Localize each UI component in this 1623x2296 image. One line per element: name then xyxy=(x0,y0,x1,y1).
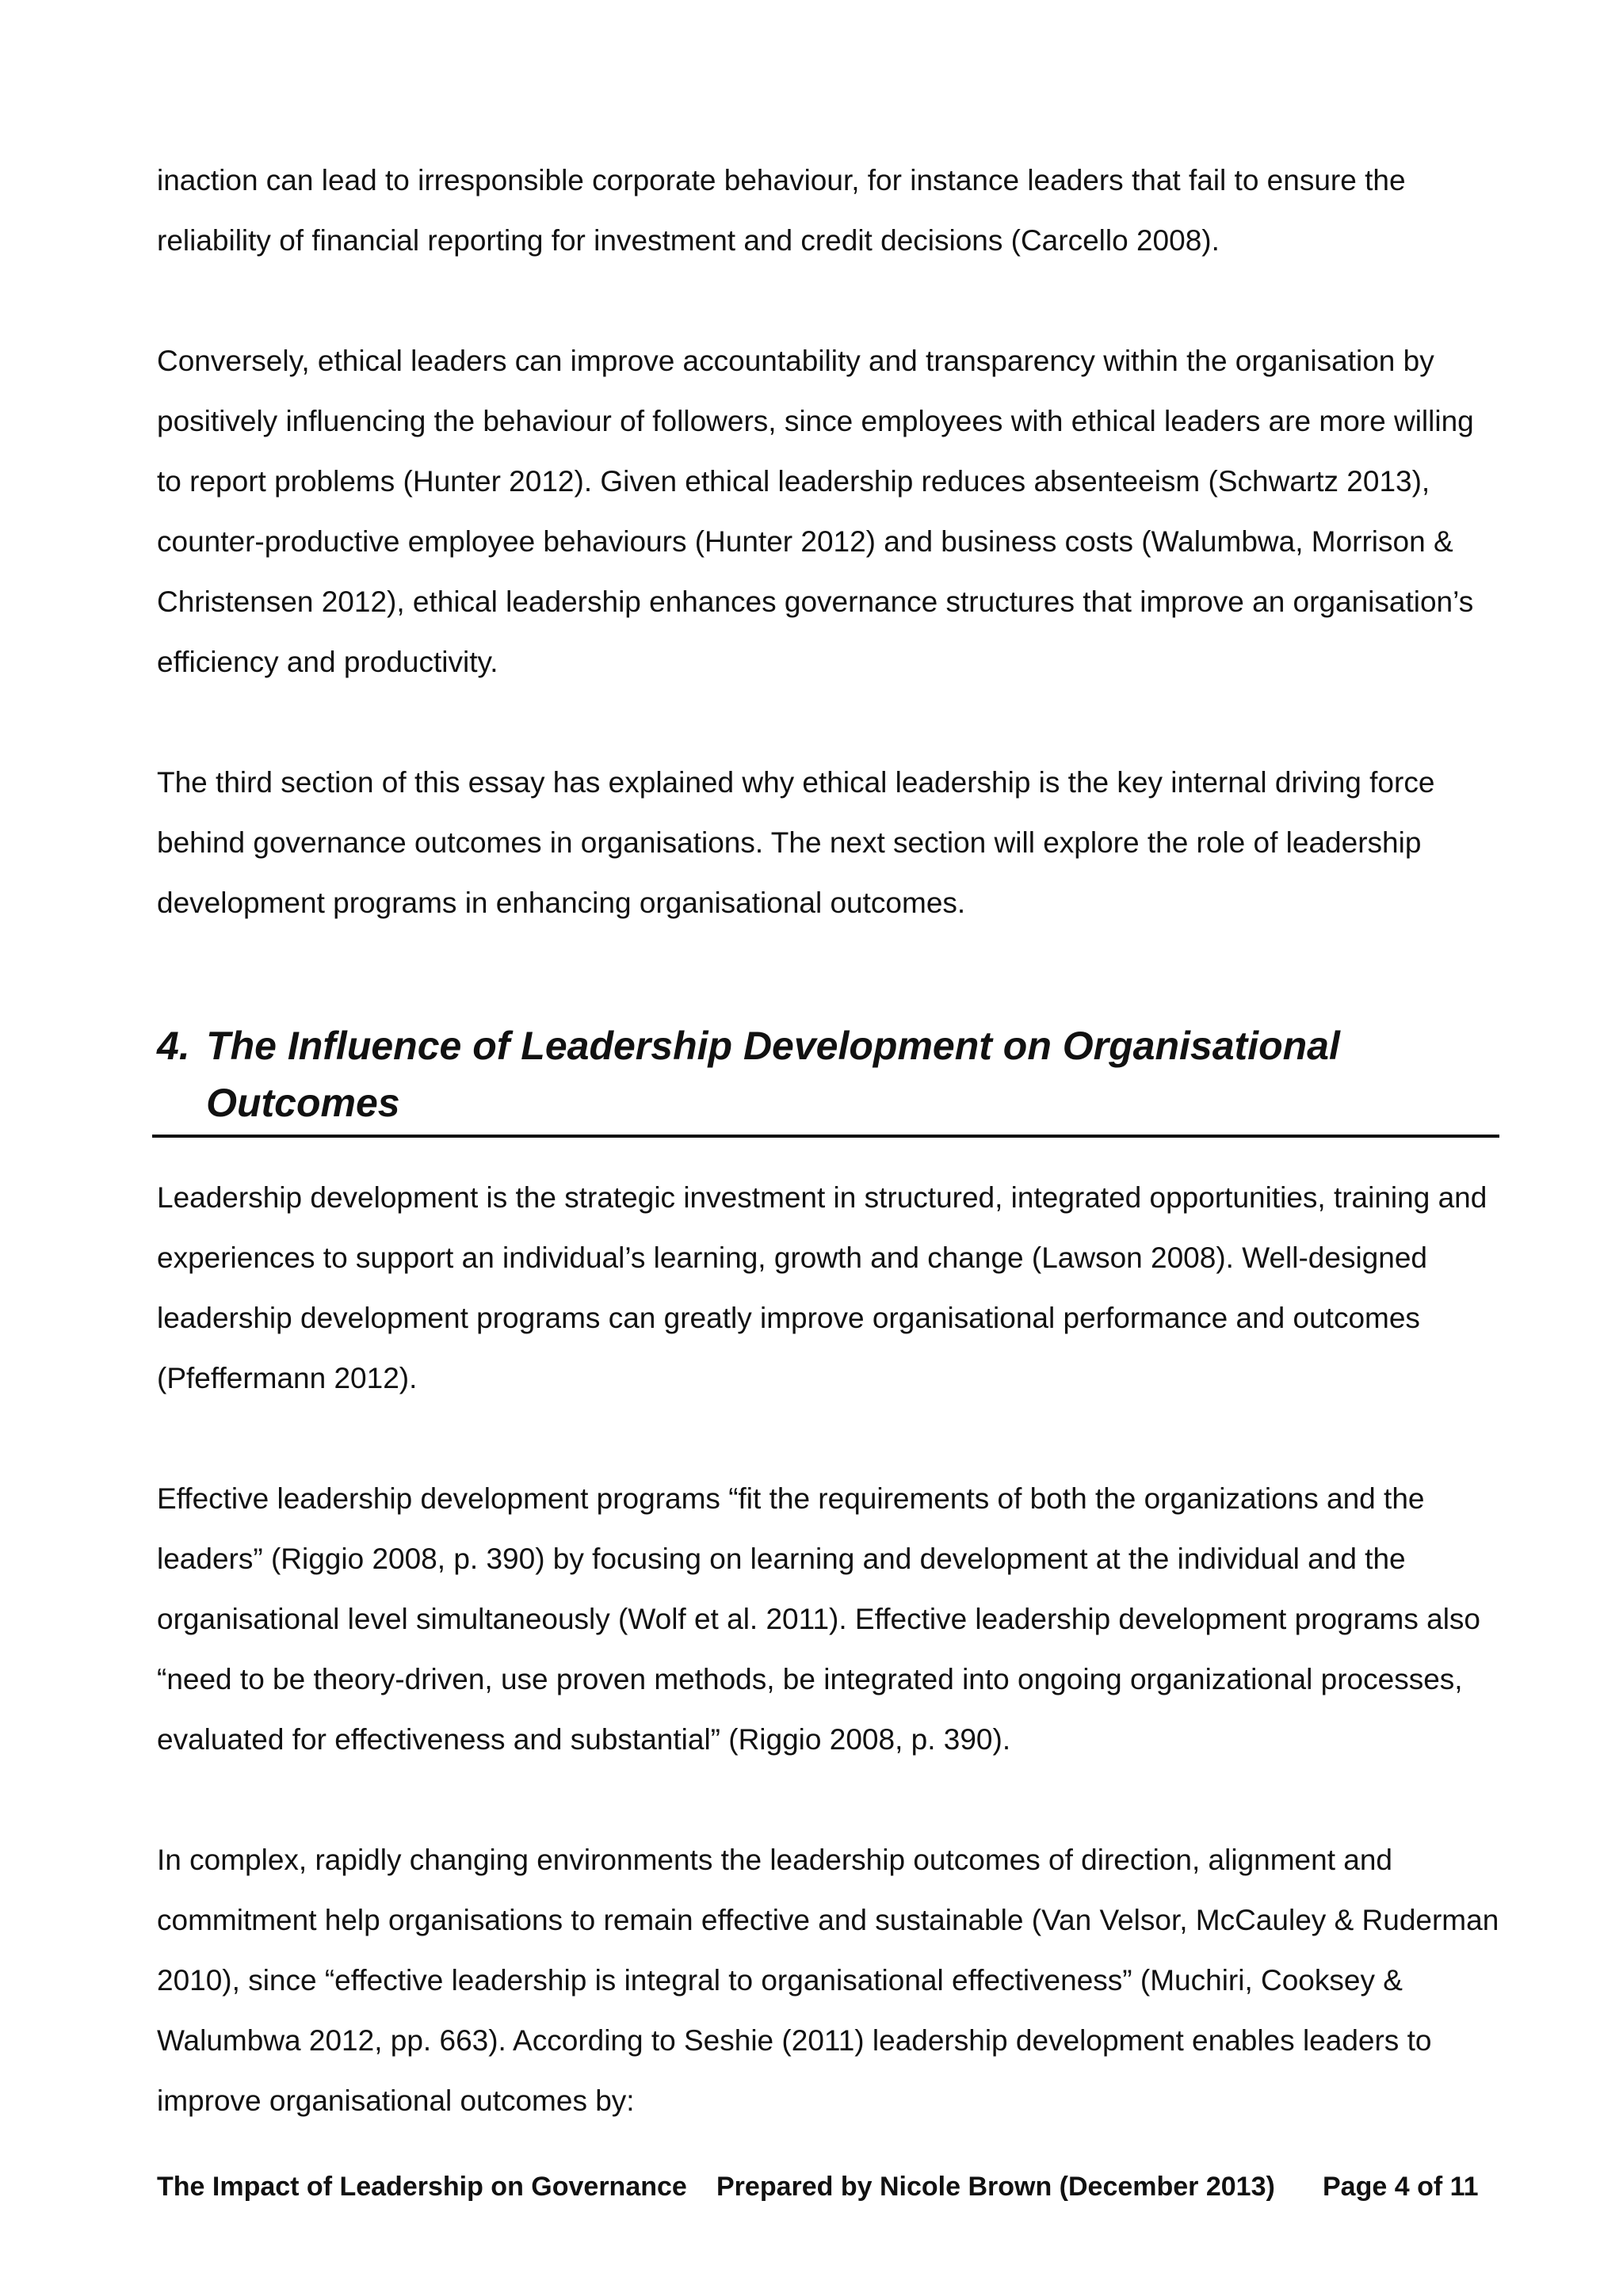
section-heading xyxy=(157,994,1504,1138)
paragraph-third-section-summary: The third section of this essay has explained why ethical leadership is the key internal driving force behind governance outcomes in organisations. The next section will explore the role of leadership development programs in enhancing organisational outcomes. xyxy=(157,766,1435,919)
heading-underline xyxy=(152,1135,1499,1138)
page-body xyxy=(157,151,1504,2191)
footer-document-title: The Impact of Leadership on Governance xyxy=(157,2172,687,2202)
footer-page-number: Page 4 of 11 xyxy=(1323,2172,1479,2202)
footer-author: Prepared by Nicole Brown (December 2013) xyxy=(716,2172,1275,2202)
section-title: The Influence of Leadership Development on Organisational Outcomes xyxy=(206,1024,1340,1125)
paragraph-ethical-leaders: Conversely, ethical leaders can improve accountability and transparency within the organisation by positively influencing the behaviour of followers, since employees with ethical leaders are more willing to report problems (Hunter 2012). Given ethical leadership reduces absenteeism (Schwartz 2013), counter-productive employee behaviours (Hunter 2012) and business costs (Walumbwa, Morrison & Christensen 2012), ethical leadership enhances governance structures that improve an organisation’s efficiency and productivity. xyxy=(157,345,1474,678)
paragraph-leadership-development-definition: Leadership development is the strategic investment in structured, integrated opportunities, training and experiences to support an individual’s learning, growth and change (Lawson 2008). Well-designed leadership development programs can greatly improve organisational performance and outcomes (Pfeffermann 2012). xyxy=(157,1181,1487,1394)
paragraph-effective-programs: Effective leadership development programs “fit the requirements of both the organizations and the leaders” (Riggio 2008, p. 390) by focusing on learning and development at the individual and the organisational level simultaneously (Wolf et al. 2011). Effective leadership development programs also “need to be theory-driven, use proven methods, be integrated into ongoing organizational processes, evaluated for effectiveness and substantial” (Riggio 2008, p. 390). xyxy=(157,1482,1481,1756)
section-number: 4. xyxy=(157,1024,190,1068)
paragraph-carcello: inaction can lead to irresponsible corporate behaviour, for instance leaders that fail to ensure the reliability of financial reporting for investment and credit decisions (Carcello 2008). xyxy=(157,164,1406,257)
paragraph-complex-environments: In complex, rapidly changing environments the leadership outcomes of direction, alignment and commitment help organisations to remain effective and sustainable (Van Velsor, McCauley & Ruderman 2010), since “effective leadership is integral to organisational effectiveness” (Muchiri, Cooksey & Walumbwa 2012, pp. 663). According to Seshie (2011) leadership development enables leaders to improve organisational outcomes by: xyxy=(157,1844,1499,2117)
section-heading-text xyxy=(157,1017,1504,1131)
